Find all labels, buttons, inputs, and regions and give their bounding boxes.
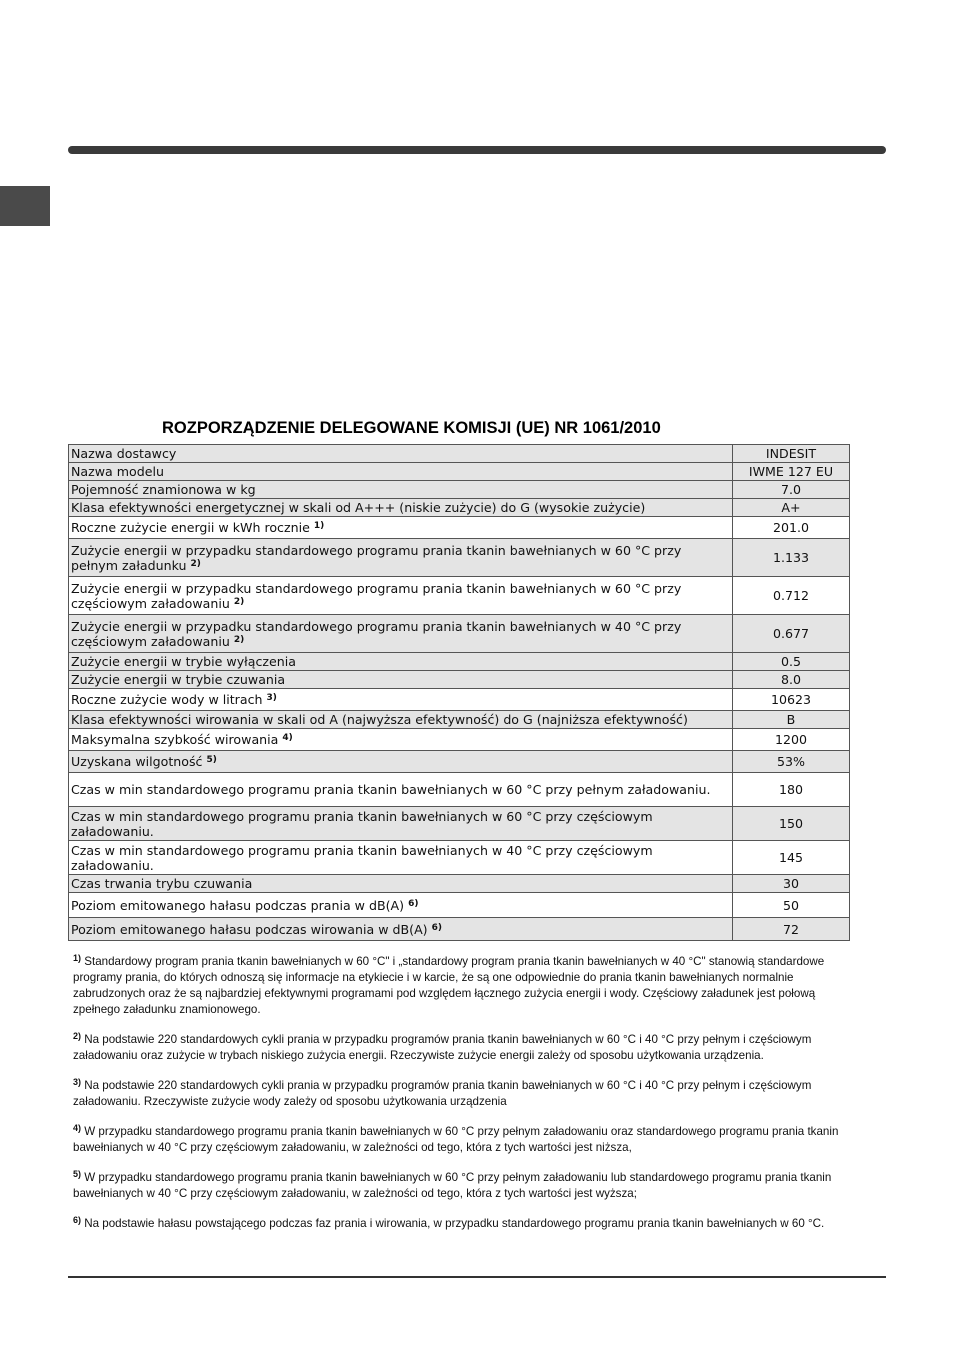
footnote-number: 2) [73,1031,82,1041]
row-value: 150 [733,807,850,841]
footnote-text: W przypadku standardowego programu prania tkanin bawełnianych w 60 °C przy pełnym załadowaniu oraz standardowego programu prania tkanin bawełnianych w 40 °C przy częściowym załadowaniu, w zależności od tego, która z tych wartości jest niższa, [73,1125,839,1154]
table-row [69,751,850,773]
table-row [69,445,850,463]
row-label: Czas w min standardowego programu prania tkanin bawełnianych w 40 °C przy częściowym załadowaniu. [69,841,733,875]
footnote-ref: 6) [431,922,443,933]
top-divider [68,146,886,154]
row-value: 7.0 [733,481,850,499]
row-value: 50 [733,893,850,918]
row-label: Czas w min standardowego programu prania tkanin bawełnianych w 60 °C przy częściowym załadowaniu. [69,807,733,841]
table-row [69,463,850,481]
footnote [73,1124,863,1156]
footnote-number: 3) [73,1077,82,1087]
specification-table [68,444,850,941]
bottom-divider [68,1276,886,1278]
row-label: Klasa efektywności wirowania w skali od A (najwyższa efektywność) do G (najniższa efektywność) [69,711,733,729]
table-row [69,653,850,671]
footnote-text: Na podstawie hałasu powstającego podczas faz prania i wirowania, w przypadku standardowego programu prania tkanin bawełnianych w 60 °C. [84,1217,825,1230]
table-row [69,773,850,807]
footnote-ref: 2) [190,558,201,569]
table-row [69,893,850,918]
table-row [69,481,850,499]
row-value: 8.0 [733,671,850,689]
row-label: Uzyskana wilgotność $^{5)}$ [69,751,733,773]
row-label: Nazwa modelu [69,463,733,481]
row-value: 0.5 [733,653,850,671]
footnote-text: Na podstawie 220 standardowych cykli prania w przypadku programów prania tkanin bawełnianych w 60 °C i 40 °C przy pełnym i częściowym załadowaniu. Rzeczywiste zużycie wody zależy od sposobu użytkowania urządzenia [73,1079,812,1108]
footnote [73,1216,863,1232]
row-label: Czas w min standardowego programu prania tkanin bawełnianych w 60 °C przy pełnym załadowaniu. [69,773,733,807]
footnote-ref: 2) [233,596,245,607]
row-label: Czas trwania trybu czuwania [69,875,733,893]
table-row [69,577,850,615]
footnotes [73,954,863,1246]
row-label: Zużycie energii w przypadku standardowego programu prania tkanin bawełnianych w 60 °C przy częściowym załadowaniu $^{2)}$ [69,577,733,615]
table-row [69,671,850,689]
footnote [73,1032,863,1064]
footnote-text: Standardowy program prania tkanin bawełnianych w 60 °C" i „standardowy program prania tkanin bawełnianych w 40 °C" stanowią standardowe programy prania, do których odnoszą się informacje na etykiecie i w karcie, że są one odpowiednie do prania tkanin bawełnianych normalnie zabrudzonych oraz że są najbardziej efektywnymi programami pod względem łącznego zużycia energii i wody. Częściowy załadunek jest połową zpełnego załadunku znamionowego. [73,955,825,1016]
row-value: 30 [733,875,850,893]
footnote-text: Na podstawie 220 standardowych cykli prania w przypadku programów prania tkanin bawełnianych w 60 °C i 40 °C przy pełnym i częściowym załadowaniu oraz zużycie w trybach niskiego zużycia energii. Rzeczywiste zużycie energii zależy od sposobu użytkowania urządzenia. [73,1033,812,1062]
row-label: Zużycie energii w przypadku standardowego programu prania tkanin bawełnianych w 60 °C przy pełnym załadunku $^{2)}$ [69,539,733,577]
table-row [69,729,850,751]
row-value: 10623 [733,689,850,711]
row-label: Zużycie energii w przypadku standardowego programu prania tkanin bawełnianych w 40 °C przy częściowym załadowaniu $^{2)}$ [69,615,733,653]
footnote-number: 5) [73,1169,82,1179]
table-row [69,517,850,539]
table-row [69,807,850,841]
row-value: 0.677 [733,615,850,653]
table-row [69,711,850,729]
row-label: Zużycie energii w trybie czuwania [69,671,733,689]
row-value: 201.0 [733,517,850,539]
table-row [69,875,850,893]
document-title: ROZPORZĄDZENIE DELEGOWANE KOMISJI (UE) NR 1061/2010 [162,419,661,437]
row-label: Roczne zużycie wody w litrach $^{3)}$ [69,689,733,711]
row-value: 145 [733,841,850,875]
row-value: IWME 127 EU [733,463,850,481]
footnote-ref: 6) [408,898,419,909]
footnote-number: 4) [73,1123,82,1133]
row-label: Pojemność znamionowa w kg [69,481,733,499]
table-row [69,918,850,941]
footnote-ref: 3) [266,693,277,703]
row-label: Poziom emitowanego hałasu podczas prania w dB(A) $^{6)}$ [69,893,733,918]
footnote [73,1078,863,1110]
table-row [69,539,850,577]
table-row [69,615,850,653]
footnote [73,1170,863,1202]
row-value: INDESIT [733,445,850,463]
footnote-number: 1) [73,953,82,963]
footnote-text: W przypadku standardowego programu prania tkanin bawełnianych w 60 °C przy pełnym załadowaniu lub standardowego programu prania tkanin bawełnianych w 40 °C przy częściowym załadowaniu, w zależności od tego, która z tych wartości jest wyższa; [73,1171,832,1200]
row-value: 1200 [733,729,850,751]
footnote-ref: 2) [233,634,245,645]
table-row [69,841,850,875]
footnote-ref: 4) [282,733,293,743]
row-label: Poziom emitowanego hałasu podczas wirowania w dB(A) $^{6)}$ [69,918,733,941]
row-value: 1.133 [733,539,850,577]
row-label: Maksymalna szybkość wirowania $^{4)}$ [69,729,733,751]
row-value: B [733,711,850,729]
footnote-number: 6) [73,1215,82,1225]
footnote-ref: 5) [206,755,217,765]
row-label: Roczne zużycie energii w kWh rocznie $^{1)}$ [69,517,733,539]
table-row [69,689,850,711]
row-label: Klasa efektywności energetycznej w skali od A+++ (niskie zużycie) do G (wysokie zużycie) [69,499,733,517]
footnote-ref: 1) [313,521,325,531]
row-value: 0.712 [733,577,850,615]
row-label: Zużycie energii w trybie wyłączenia [69,653,733,671]
row-value: A+ [733,499,850,517]
footnote [73,954,863,1018]
row-value: 72 [733,918,850,941]
table-row [69,499,850,517]
row-value: 180 [733,773,850,807]
row-label: Nazwa dostawcy [69,445,733,463]
language-tab-marker [0,186,50,226]
row-value: 53% [733,751,850,773]
